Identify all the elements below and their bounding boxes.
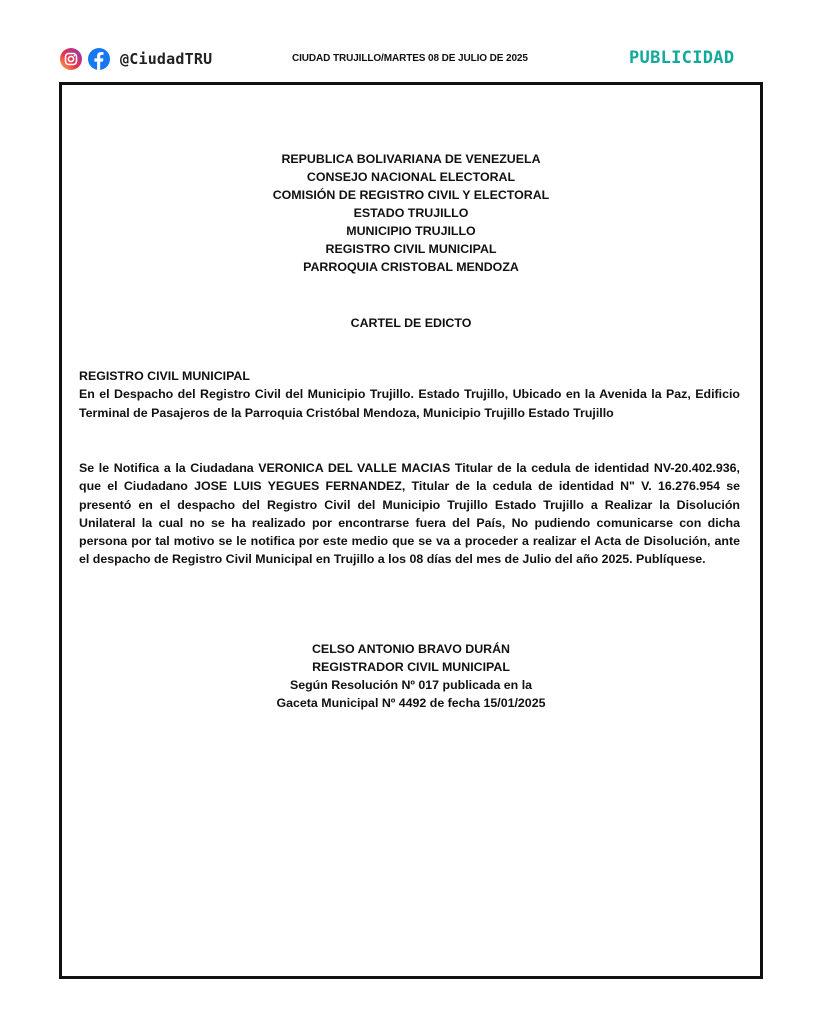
heading-line: CONSEJO NACIONAL ELECTORAL [306, 170, 516, 184]
notice-paragraph: Se le Notifica a la Ciudadana VERONICA DEL VALLE MACIAS Titular de la cedula de identidad NV-20.402.936, que el Ciudadano JOSE LUIS YEGUES FERNANDEZ, Titular de la cedula de identidad N" V. 16.276.954 se presentó en el despacho del Registro Civil del Municipio Trujillo Estado Trujillo a Realizar la Disolución Unilateral la cual no se ha realizado por encontrarse fuera del País, No pudiendo comunicarse con dicha persona por tal motivo se le notifica por este medio que se va a proceder a realizar el Acta de Disolución, ante el despacho de Registro Civil Municipal en Trujillo a los 08 días del mes de Julio del año 2025. Publíquese. [79, 461, 740, 567]
section-label: PUBLICIDAD [629, 48, 735, 68]
instagram-icon[interactable] [60, 48, 82, 70]
facebook-icon[interactable] [88, 48, 110, 70]
heading-line: ESTADO TRUJILLO [353, 206, 469, 220]
document-title: CARTEL DE EDICTO [350, 316, 472, 330]
heading-line: PARROQUIA CRISTOBAL MENDOZA [303, 260, 519, 274]
intro-paragraph: En el Despacho del Registro Civil del Municipio Trujillo. Estado Trujillo, Ubicado en la Avenida la Paz, Edificio Terminal de Pasajeros de la Parroquia Cristóbal Mendoza, Municipio Trujillo Estado Trujillo [79, 387, 740, 420]
institution-heading [62, 150, 760, 276]
social-handle[interactable]: @CiudadTRU [120, 50, 213, 68]
social-links [60, 48, 212, 70]
signatory-name: CELSO ANTONIO BRAVO DURÁN [311, 642, 511, 656]
heading-line: REGISTRO CIVIL MUNICIPAL [325, 242, 497, 256]
signatory-title: REGISTRADOR CIVIL MUNICIPAL [312, 660, 510, 674]
heading-line: REPUBLICA BOLIVARIANA DE VENEZUELA [281, 152, 541, 166]
gazette-line: Gaceta Municipal Nº 4492 de fecha 15/01/2025 [276, 696, 546, 710]
intro-block [79, 367, 740, 422]
dateline: CIUDAD TRUJILLO/MARTES 08 DE JULIO DE 2025 [292, 53, 528, 64]
heading-line: COMISIÓN DE REGISTRO CIVIL Y ELECTORAL [272, 188, 550, 202]
resolution-line: Según Resolución Nº 017 publicada en la [289, 678, 533, 692]
signature-block [62, 640, 760, 712]
heading-line: MUNICIPIO TRUJILLO [346, 224, 476, 238]
office-label: REGISTRO CIVIL MUNICIPAL [79, 369, 250, 383]
page-header [0, 0, 819, 80]
edict-frame [59, 82, 763, 979]
